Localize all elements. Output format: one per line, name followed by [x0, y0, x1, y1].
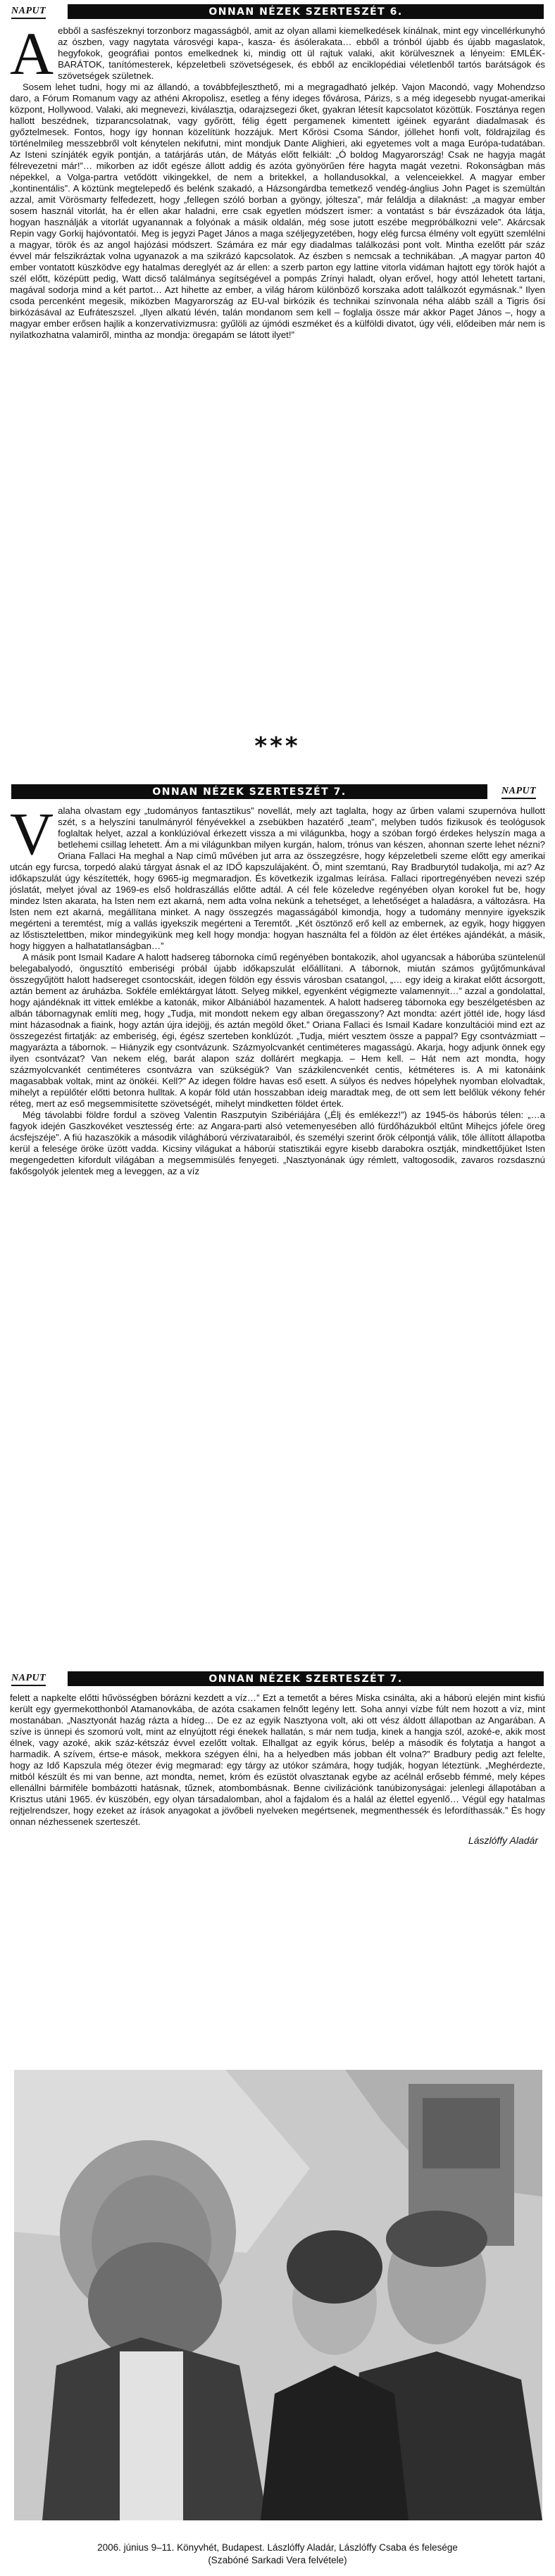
section-heading: ONNAN NÉZEK SZERTESZÉT 7.: [68, 1671, 544, 1686]
section-heading: ONNAN NÉZEK SZERTESZÉT 7.: [11, 784, 487, 799]
section-separator: ***: [254, 732, 301, 760]
article-section-6: [0, 4, 555, 341]
article-body: [10, 20, 545, 341]
naput-logo: NAPUT: [501, 786, 536, 799]
article-section-7-continued: [0, 1671, 555, 1846]
event-photo: [14, 2070, 542, 2520]
paragraph: Még távolabbi földre fordul a szöveg Valentin Raszputyin Szibériájára („Élj és emlékezz!”) az 1945-ös háborús télen: „…a fagyok idején Gaszkovéket vesztesség érte: az Angara-parti alsó vetemenyesében alló fürdőházukból eltűnt Mihejcs jófele öreg ácsfejszéje”. A fiú hazaszökik a második világháború vérzivataraiból, és személyi szerint őrök célpontjá válik, tőle állított állapotba kerül a felesége öröke üzött vadda. Kicsiny világukat a háborúi statisztikái egyre kisebb darabokra osztják, mindkettőjüket lsten megengedetten kifordult világában a megsemmisülés fenyegeti. „Nasztyonának úgy rémlett, valtogosodik, zavaros rozsdasznú fakősgolyók jelentek meg a leveggen, az a víz: [10, 1110, 545, 1176]
paragraph: A másik pont Ismail Kadare A halott hadsereg tábornoka című regényében bontakozik, ahol ugyancsak a háborúba szüntelenül belegabalyodó, öngusztító emberiségi próbál újabb időkapszulát előállítani. A tábornok, miután számos gyűjtőmunkával összegyűjtött halott hadsereget csontocskáit, idegen földön egy éssvis városban csatangol, „… egy ideig a kirakat előtt ácsorgott, aztán bement az áruházba. Sokféle emléktárgyat látott. Selyeg mikkel, egyenként végigmezte valamennyit…” azzal a gondolattal, hogy ajándéknak itt vittek emlékbe a katonák, mikor Albániából hazamentek. A halott hadsereg tábornoka egy beszélgetésben az albán tábornagynak említi meg, hogy „Tudja, mit mondott nekem egy alban öregasszony? Azt mondta: azért jöttél ide, hogy lásd mint házasodnak a fiaink, hogy aztán újra idejöjj, és aztán megöld őket.” Oriana Fallaci és Ismail Kadare konzultációi mind ezt az összegezést firtatják: az emberiség, égi, égész szerteben konklúzót. „Tudja, miért vesztem össze a pappal? Egy csontvázmiatt – magyarázta a tábornok. – Hiányzik egy csontvázunk. Százmyolcvankét centiméteres magasságú. Akarja, hogy adjunk önnek egy ilyen csontvázat? Van nekem elég, barát alapon száz dollárért megkapja. – Hem kell. – Hát nem azt mondta, hogy százmyolcvankét centiméteres csontvázra van szükségük? Van százkilencvenkét centis, kétméteres is. A mi katonáink magasabbak voltak, mint az önökéi. Kell?” Az idegen földre havas eső esett. A súlyos és nedves hópelyhek nyomban elolvadtak, mihelyt a repülőtér előtti betonra hulltak. A kopár föld után hosszabban ideig maradtak meg, de ott sem lett belőlük vékony fehér réteg, mert az eső megsemmisítette szövetségét, mihelyt mindketten földet értek.: [10, 952, 545, 1109]
caption-credit: (Szabóné Sarkadi Vera felvétele): [208, 2555, 347, 2565]
article-section-7: [0, 784, 555, 1177]
section-header: [0, 1671, 555, 1692]
author-signature: Lászlóffy Aladár: [468, 1835, 538, 1846]
article-body: [10, 1692, 545, 1828]
section-header: [0, 784, 555, 805]
caption-line: 2006. június 9–11. Könyvhét, Budapest. Lászlóffy Aladár, Lászlóffy Csaba és felesége: [97, 2542, 458, 2553]
paragraph: felett a napkelte előtti hűvösségben bórázni kezdett a víz…” Ezt a temetőt a béres Miska csinálta, aki a háború elején mint kisfiú került egy gyermekotthonból Atamanovkába, de azóta csakamen felnőtt legény lett. Soha annyi vízbe fúlt nem hozott a víz, mint mostanában. „Nasztyonát hazág rázta a hídeg… De ez az egyik Nasztyona volt, aki ott vész áldott állapotban az Angarában. A szíve is ünnepi és szomorú volt, mint az elnyújtott régi énekek hallatán, s már nem tudja, kinek a hangja szól, azoké-e, akik most élnek, vagy azoké, akik száz-kétszáz évvel ezelőtt voltak. Elhallgat az egyik kórus, belép a második és folytatja a hangot a harmadik. A szívem, értse-e mások, mekkora szégyen élni, ha a helyedben más jobban élt volna?” Bradbury pedig azt felelte, hogy az Idő Kapszula még ötezer évig megmarad: egy tárgy az utókor számára, hogy tudják, hogyan léteztünk. „Meghérdezte, mitból készült és mi van benne, azt mondta, nemet, króm és ezüstöt olvasztanak egybe az acélnál erősebb fémmé, mely képes ellenállni bármiféle bombázotti hatásnak, tűznek, atombombásnak. Benne civilizációnk tanúbizonyságai: jelenlegi állapotában a Krisztus utáni 1965. év küszöbén, egy olyan társadalomban, ahol a fajdalom és a halál az élettel egyenlő… Végül egy hatalmas rejtjelrendszer, hogy ezeket az írások anyagokat a jövőbeli nyelveken megértsenek, megmenthessék és lefordíthassák.” És hogy onnan nézhessenek szerteszét.: [10, 1692, 545, 1827]
paragraph: [10, 20, 545, 87]
drop-cap: V: [10, 800, 54, 867]
naput-logo: NAPUT: [11, 6, 46, 19]
section-heading: ONNAN NÉZEK SZERTESZÉT 6.: [68, 4, 544, 19]
naput-logo: NAPUT: [11, 1673, 46, 1686]
section-header: [0, 4, 555, 25]
paragraph-text: ebből a sasfészeknyi torzonborz magasságból, amit az olyan allami kiemelkedések kínálnak, mint egy vincellérkunyhó az ószben, vagy nagytata városvégi kapa-, kasza- és ásólerakata… ebből a trónból újabb és újabb magaslatok, hegyfokok, geográfiai pontos emelkednek ki, mindig ott ül rajtuk valaki, akit körülvesznek a lényeim: EMLÉK-BARÁTOK, tanítómesterek, képzeletbeli szövetségesek, és ebből az enciklopédiai véletlenből tartós barátságok és szövetségek születnek.: [58, 25, 545, 81]
paragraph: [10, 800, 545, 952]
paragraph: Sosem lehet tudni, hogy mi az állandó, a továbbfejleszthető, mi a megragadható jelkép. Vajon Macondó, vagy Mohendzso daro, a Fórum Romanum vagy az athéni Akropolisz, esetleg a fény ideges fővárosa, Párizs, s a még idegesebb nyugat-amerikai központ, Hollywood. Valaki, aki megnevezi, kiválasztja, odarajzsegezi őket, gyakran létesít kapcsolatot közöttük. Fosztánya regen hallott beszédnek, tizparancsolatnak, vagy győrött, félig égett pergamenek kimentett igéinek egyaránt diadalmasak és győztelmesek. Fontos, hogy így honnan közelítünk hozzájuk. Mert Kőrösi Csoma Sándor, jóllehet honfi volt, földrajzilag és történelmileg messzebbről volt kénytelen nekifutni, mint mondjuk Dante Alighieri, aki egyetemes volt a maga Európa-tudatában. Az Isteni színjáték egyik pontján, a tatárjárás után, de Mátyás előtt felkiált: „Ó boldog Magyarország! Csak ne hagyja magát félrevezetni már!”… mikorben az időt egésze állott addig és azóta gyönyörűen fére hagyta magát vezetni. Rokonságban más népekkel, a Volga-partra vetődött vikingekkel, de nem a britekkel, a hollandusokkal, a velenceiekkel. A magyar ember „kontinentális”. A köztünk megtelepedő és belénk szakadó, a Házsongárdba temetkező vendég-ánglius John Paget is szemültán azzal, amit Vörösmarty felfedezett, hogy „fellegen szóló borban a gyöngy, jóltesza”, már feláldja a dilaknást: „a magyar ember sosem használ vitorlát, ha ér ellen akar haladni, erre csak egyetlen módszert ismer: a vontatást s bár évszázadok óta látja, hogyan használják a vitorlát ugyanannak a folyónak a másik oldalán, még sose jutott eszébe megpróbálkozni vele”. Akárcsak Repin vagy Gorkij hajóvontatói. Meg is jegyzi Paget János a maga széljegyzetében, hogy elég furcsa élmény volt együtt szemlélni a magyar, török és az angol hajózási módszert. Számára ez már egy diadalmas találkozási pont volt. Mintha ezelőtt pár száz évvel már felszikráztak volna ugyanazok a ma szikrázó kapcsolatok. Az észben s nemcsak a technikában. „A magyar parton 40 ember vontatott küszködve egy hatalmas dereglyét az ár ellen: a szerb parton egy lattine vitorla vidáman hajtott egy török hajót a szél előtt, középütt pedig, Watt dicső találmánya segítségével a pompás Zrínyi haladt, olyan erővel, hogy attól lehetett tartani, magával sodorja mind a két partot… Azt hihette az ember, a világ három különböző korszaka adott találkozót egymásnak.” Ilyen csoda percenként megesik, miközben Magyarország az EU-val birkózik és technikai színvonala néha alább száll a Tigris ősi birkózásával az Eufráteszszel. „Ilyen alkatú lévén, talán mondanom sem kell – foglalja össze már akkor Paget János –, hogy a magyar ember erősen hajlik a konzervatívizmusra: gyűlöli az újmódi eszméket és a külföldi divatot, úgy véli, elődeiben már nem is nyilatkozhatna valamiről, mintha az mondja: öregapám se látott ilyet!”: [10, 82, 545, 340]
drop-cap: A: [10, 20, 54, 87]
article-body: [10, 800, 545, 1177]
photo-caption: [0, 2542, 555, 2567]
paragraph-text: alaha olvastam egy „tudományos fantasztikus” novellát, mely azt taglalta, hogy az űrben valami szupernóva hullott szét, s a helyszíni tanulmányról fényévekkel a zsebükben hazatérő „team”, melyben tudós fizikusok és teológusok foglaltak helyet, azzal a konklúzióval érkezett vissza a mi világunkba, hogy a szóban forgó érdekes helyszín maga a betlehemi csillag lehetett. Ám a mi világunkban milyen kurgán, halom, trónus van készen, ahonnan szerte lehet nézni? Oriana Fallaci Ha meghal a Nap című művében jut arra az összegzésre, hogy képzeletbeli szeme előtt egy amerikai utcán egy furcsa, torpedó alakú tárgyat ásnak el az IDŐ kapszulájaként. Ő, mint szemtanú, Ray Bradburytól tudakolja, mi az? Az időkapszulát úgy készítették, hogy 6965-ig megmaradjon. És következik izgalmas leírása. Fallaci riportregényében nevezi szép jóslatát, melyet jóval az 1969-es első holdraszállás előtte adtál. A cél fele közeledve regényében olyan korokel fut be, hogy mindez lsten akarata, ha lsten nem ezt akarná, nem adta volna nekünk a tehetséget, a lehetőséget a haladásra, a változásra. Ha lsten nem ezt akarná, megállítana minket. A nagy összegzés magasságából kimondja, hogy a tudomány mennyire igyekszik megérteni a teremtést, míg a vallás igyekszik megérteni a Teremtőt. „Két ösztönző erő kell az embernek, az egyik, hogy higgyen az lőstisztelettben, mikor mindegyikünk meg kell hogy mondja: hogyan használta fel a földön az élet értékes ajándékát, a másik, hogy higgyen a halhatatlanságban…”: [10, 805, 545, 951]
photo-illustration: [14, 2070, 542, 2520]
